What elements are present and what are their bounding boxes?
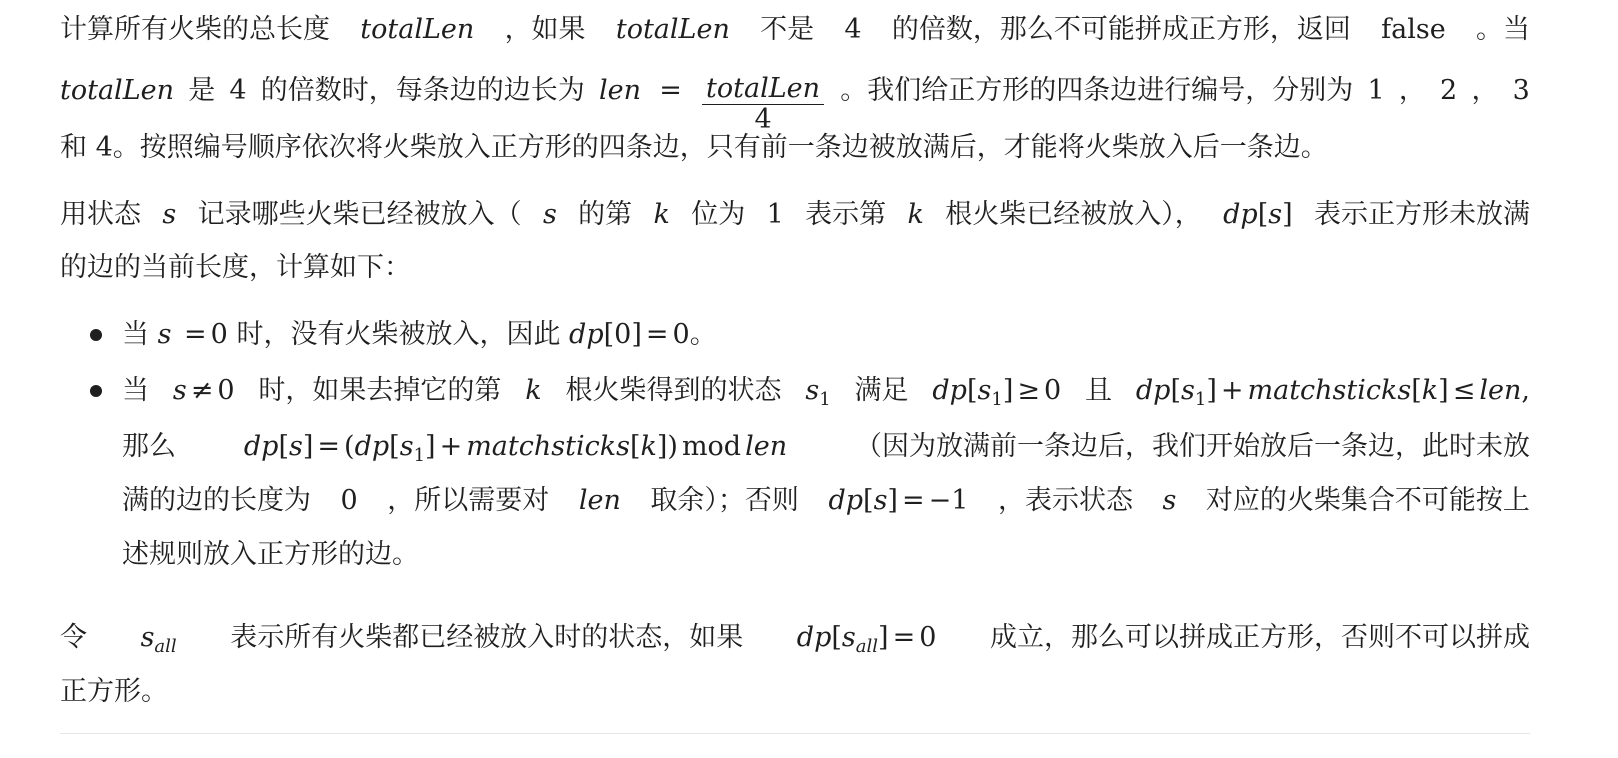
math-bracket: ] — [1438, 375, 1449, 406]
text: 计算所有火柴的总长度 — [60, 14, 330, 45]
bullet-marker — [90, 385, 102, 397]
text: 是 — [188, 75, 216, 106]
fraction-denominator: 4 — [754, 104, 772, 135]
paragraph-2-line-2 — [60, 248, 1530, 288]
text: 当 — [122, 319, 149, 350]
math-bracket: [ — [1411, 375, 1422, 406]
math-operator: ≠ — [190, 375, 214, 406]
math-operator: = — [645, 319, 669, 350]
math-bracket: [ — [603, 319, 615, 350]
math-operator: ≥ — [1017, 375, 1040, 406]
math-var: s — [977, 375, 992, 406]
math-bracket: [ — [1170, 375, 1182, 406]
bullet-marker — [90, 329, 102, 341]
math-bracket: [ — [629, 431, 641, 462]
text: 。按照编号顺序依次将火柴放入正方形的四条边，只有前一条边被放满后，才能将火柴放入后一条边。 — [112, 132, 1328, 163]
paragraph-1-line-1 — [60, 10, 1530, 50]
text: 时，如果去掉它的第 — [258, 375, 502, 406]
text: 取余）；否则 — [650, 485, 799, 516]
fraction-numerator: totalLen — [702, 74, 824, 105]
text: 表示所有火柴都已经被放入时的状态，如果 — [230, 622, 744, 653]
math-punct: , — [1521, 375, 1530, 406]
math-subscript: 1 — [1194, 389, 1207, 410]
math-subscript: 1 — [819, 389, 831, 410]
text: ，如果 — [504, 14, 586, 45]
text: 当 — [122, 375, 149, 406]
math-bracket: [ — [863, 485, 874, 516]
text: 满足 — [854, 375, 909, 406]
text: 对应的火柴集合不可能按上 — [1205, 485, 1530, 516]
math-subscript: all — [855, 636, 879, 657]
math-expr — [173, 371, 235, 411]
math-bracket: [ — [278, 431, 289, 462]
math-bracket: ] — [887, 485, 898, 516]
text: 的倍数，那么不可能拼成正方形，返回 — [891, 14, 1351, 45]
math-bracket: ( — [344, 431, 355, 462]
math-subscript: 1 — [413, 445, 426, 466]
math-var: len — [745, 431, 788, 462]
false-keyword: false — [1381, 14, 1446, 45]
math-number: 0 — [217, 375, 235, 406]
math-var: s — [399, 431, 414, 462]
math-var: s — [162, 199, 177, 230]
text: 时，没有火柴被放入，因此 — [236, 319, 561, 350]
text: 表示第 — [805, 199, 887, 230]
math-var: dp — [243, 431, 279, 462]
math-subscript: 1 — [991, 389, 1003, 410]
math-operator: = — [659, 75, 682, 106]
math-number: 0 — [672, 319, 690, 350]
math-number: 4 — [229, 75, 247, 106]
divider — [60, 733, 1530, 734]
math-var: k — [640, 431, 657, 462]
math-var: s — [805, 375, 820, 406]
math-operator: = — [901, 485, 925, 516]
text: 那么 — [122, 431, 176, 462]
text: 令 — [60, 622, 87, 653]
math-expr — [141, 618, 177, 667]
text: ， — [1398, 75, 1426, 106]
frac-line-row — [60, 61, 1530, 137]
math-var: matchsticks — [466, 431, 630, 462]
text: ， — [1471, 75, 1499, 106]
math-var: k — [1421, 375, 1439, 406]
math-number: 1 — [766, 199, 784, 230]
math-bracket: ] — [1282, 199, 1293, 230]
math-bracket: ] — [1206, 375, 1217, 406]
math-bracket: ] — [878, 622, 889, 653]
math-expr — [244, 427, 787, 476]
text: 的边的当前长度，计算如下： — [60, 252, 411, 283]
math-expr — [797, 618, 937, 667]
math-operator: = — [317, 431, 341, 462]
math-number: 4 — [95, 132, 113, 163]
text: 成立，那么可以拼成正方形，否则不可以拼成 — [989, 622, 1530, 653]
bullet-2-line-2 — [122, 427, 1530, 476]
math-var: s — [873, 485, 888, 516]
math-var: len — [599, 75, 642, 106]
math-bracket: [ — [1257, 199, 1269, 230]
math-operator: mod — [681, 431, 742, 462]
math-var: s — [172, 375, 187, 406]
text: 根火柴得到的状态 — [565, 375, 782, 406]
math-var: dp — [354, 431, 390, 462]
math-number: 2 — [1440, 75, 1458, 106]
math-expr — [932, 371, 1061, 420]
math-var: k — [907, 199, 924, 230]
math-var: s — [1162, 485, 1177, 516]
math-operator: = — [892, 622, 916, 653]
math-operator: ≤ — [1452, 375, 1476, 406]
math-var: dp — [828, 485, 864, 516]
fraction — [702, 74, 824, 135]
math-var: dp — [1223, 199, 1258, 230]
math-number: 1 — [1367, 75, 1385, 106]
paragraph-2-line-1 — [60, 195, 1530, 235]
math-bracket: ] — [1002, 375, 1014, 406]
paragraph-3-line-2 — [60, 672, 1530, 712]
math-subscript: all — [154, 636, 177, 657]
text: 正方形。 — [60, 676, 168, 707]
text: 位为 — [691, 199, 746, 230]
bullet-1 — [122, 315, 1530, 355]
bullet-2-line-1 — [122, 371, 1530, 420]
text: 根火柴已经被放入）， — [945, 199, 1202, 230]
text: 。 — [689, 319, 717, 350]
math-var: s — [157, 319, 172, 350]
math-var: s — [841, 622, 856, 653]
math-var: matchsticks — [1247, 375, 1412, 406]
math-var: s — [1181, 375, 1195, 406]
text: 述规则放入正方形的边。 — [122, 539, 419, 570]
text: 。当 — [1476, 14, 1530, 45]
math-expr — [1223, 195, 1293, 235]
math-number: 0 — [340, 485, 358, 516]
text: 的倍数时，每条边的边长为 — [260, 75, 585, 106]
math-number: 0 — [210, 319, 228, 350]
bullet-2-line-4 — [122, 535, 1530, 575]
math-var: s — [1268, 199, 1283, 230]
math-expr — [828, 481, 968, 521]
math-number: 0 — [919, 622, 937, 653]
math-bracket: ] — [631, 319, 642, 350]
paragraph-3-line-1 — [60, 618, 1530, 667]
math-expr — [1136, 371, 1530, 420]
bullet-2-line-3 — [122, 481, 1530, 521]
math-operator: + — [439, 431, 463, 462]
text: （因为放满前一条边后，我们开始放后一条边，此时未放 — [854, 431, 1530, 462]
text: 且 — [1085, 375, 1113, 406]
math-bracket: ]) — [656, 431, 678, 462]
math-bracket: [ — [831, 622, 842, 653]
math-var: len — [578, 485, 621, 516]
math-var: dp — [569, 319, 604, 350]
math-expr — [805, 371, 830, 420]
math-number: 0 — [1043, 375, 1062, 406]
math-var: totalLen — [615, 14, 730, 45]
math-bracket: [ — [389, 431, 400, 462]
math-operator: + — [1220, 375, 1244, 406]
text: 不是 — [760, 14, 815, 45]
paragraph-1-line-3 — [60, 128, 1530, 168]
text: 满的边的长度为 — [122, 485, 311, 516]
math-var: totalLen — [360, 14, 475, 45]
math-number: 3 — [1512, 75, 1530, 106]
math-number: 4 — [844, 14, 862, 45]
math-number: −1 — [928, 485, 969, 516]
math-var: dp — [1135, 375, 1171, 406]
math-var: s — [542, 199, 557, 230]
math-operator: = — [184, 319, 207, 350]
math-var: dp — [796, 622, 832, 653]
text: ，表示状态 — [997, 485, 1133, 516]
text: 用状态 — [60, 199, 141, 230]
text: 。我们给正方形的四条边进行编号，分别为 — [840, 75, 1354, 106]
math-var: k — [525, 375, 542, 406]
math-bracket: ] — [425, 431, 436, 462]
text: 和 — [60, 132, 87, 163]
math-var: s — [289, 431, 303, 462]
math-var: totalLen — [60, 75, 174, 106]
text: 记录哪些火柴已经被放入（ — [197, 199, 522, 230]
math-bracket: [ — [966, 375, 978, 406]
text: 的第 — [578, 199, 633, 230]
math-var: s — [140, 622, 155, 653]
text: ，所以需要对 — [387, 485, 550, 516]
math-bracket: ] — [302, 431, 314, 462]
math-var: len — [1479, 375, 1522, 406]
text: 表示正方形未放满 — [1314, 199, 1530, 230]
math-var: dp — [932, 375, 967, 406]
math-number: 0 — [614, 319, 632, 350]
math-var: k — [653, 199, 670, 230]
